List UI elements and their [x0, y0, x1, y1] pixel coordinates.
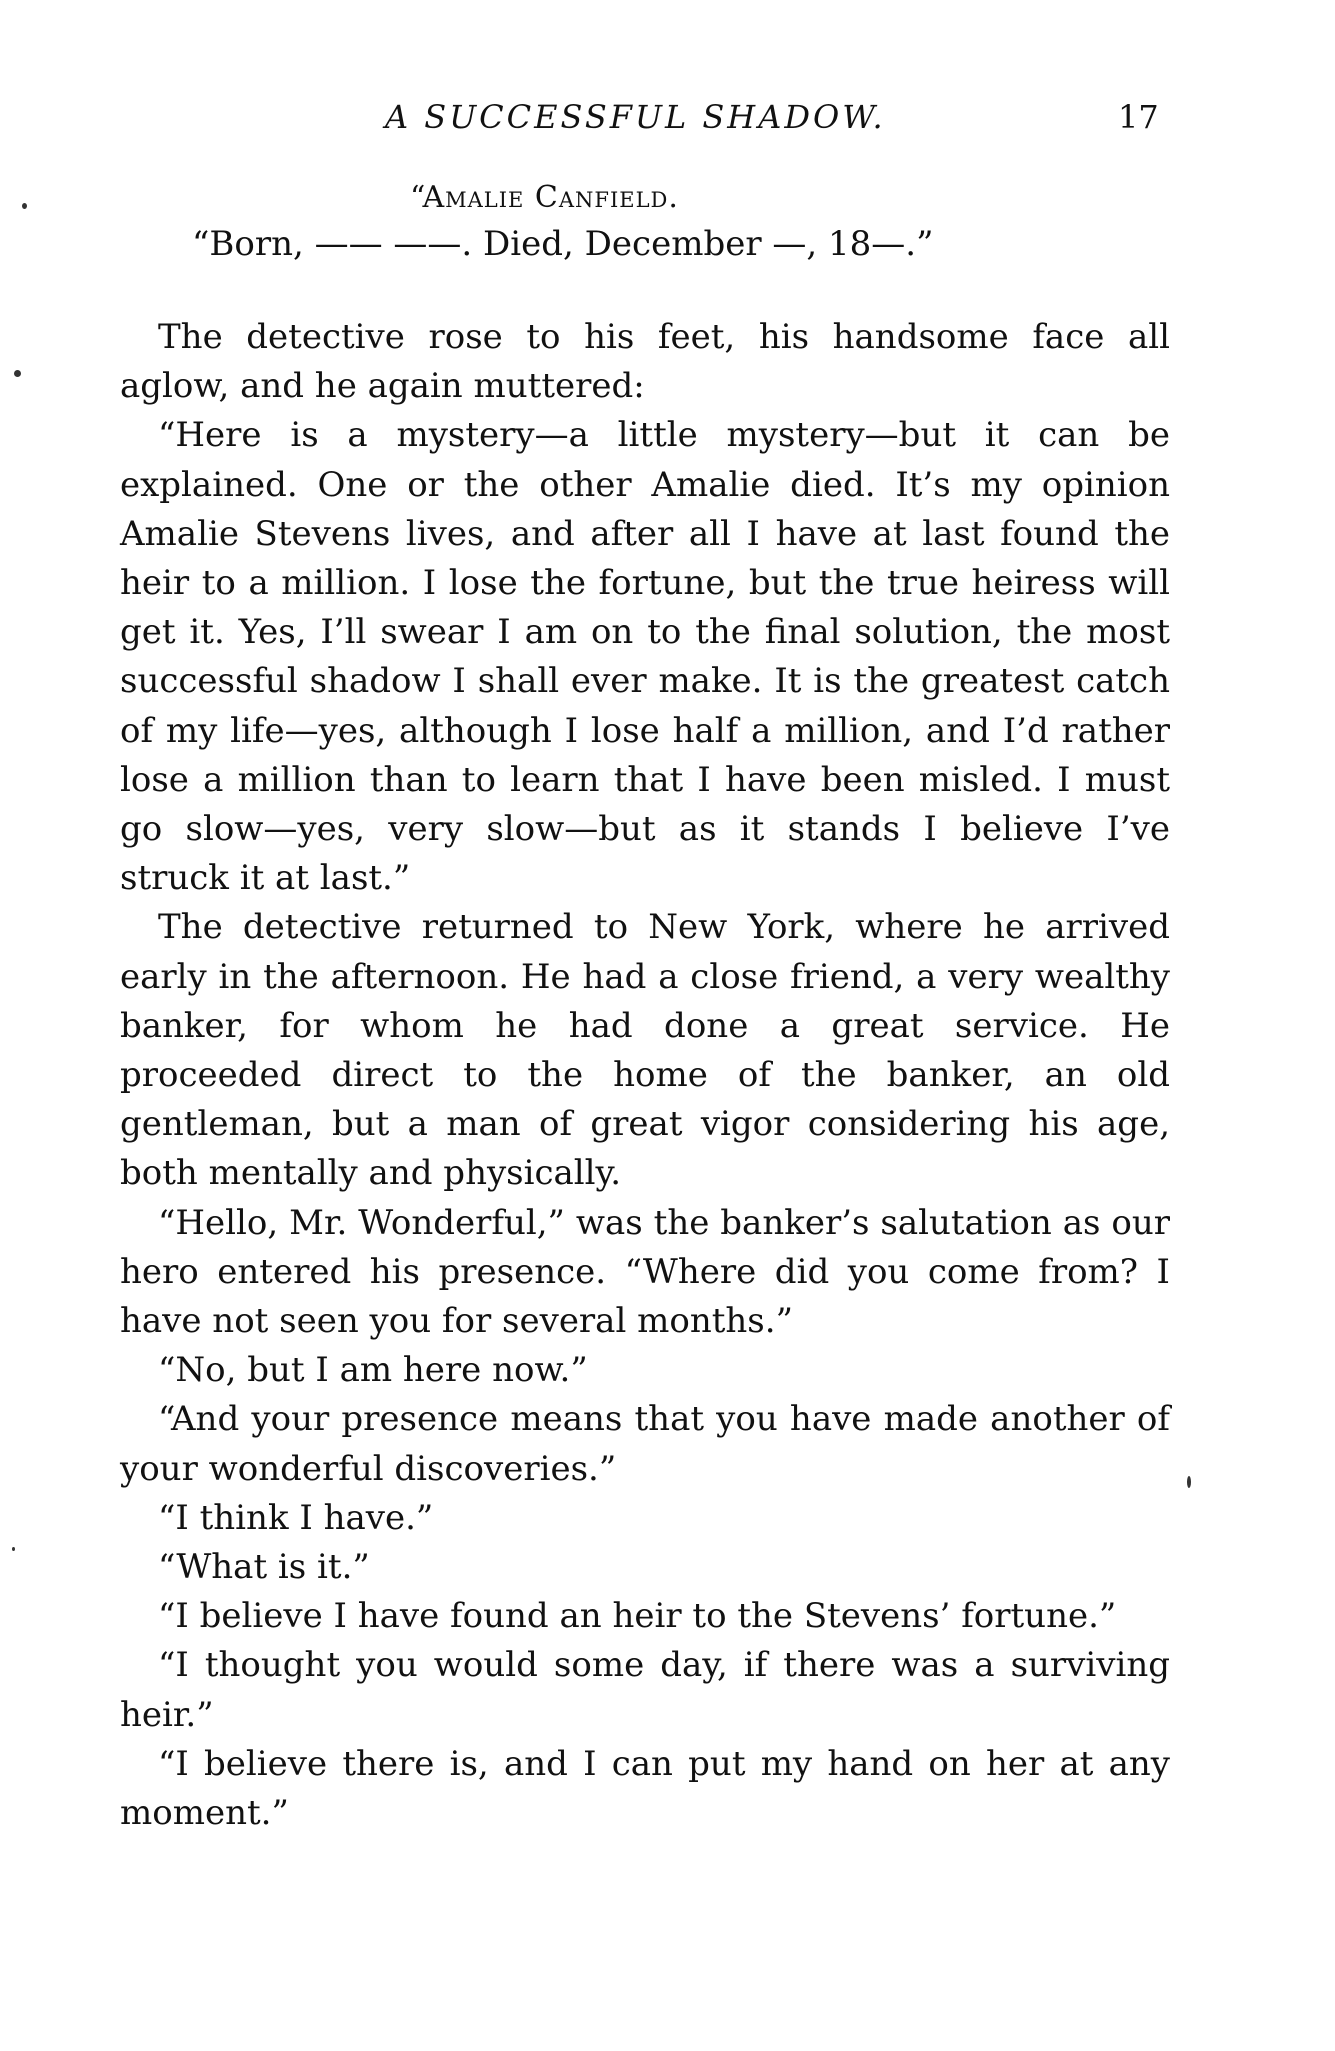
- epitaph-dates: “Born, —— ——. Died, December —, 18—.”: [192, 224, 934, 264]
- paragraph: The detective rose to his feet, his handsome face all aglow, and he again muttered:: [120, 317, 1170, 407]
- paragraph: The detective returned to New York, where he arrived early in the afternoon. He had a close friend, a very wealthy banker, for whom he had done a great service. He proceeded direct to the home of the banker, an old gentleman, but a man of great vigor considering his age, both mentally and physically.: [120, 907, 1170, 1194]
- body-text: [120, 313, 1170, 1838]
- paragraph: “And your presence means that you have made another of your wonderful discoveries.”: [120, 1399, 1170, 1489]
- scan-speck: [22, 203, 27, 209]
- paragraph: “I believe I have found an heir to the Stevens’ fortune.”: [158, 1596, 1117, 1637]
- paragraph: “What is it.”: [158, 1547, 370, 1588]
- running-head-title: A SUCCESSFUL SHADOW.: [385, 98, 886, 136]
- scan-speck: [1187, 1476, 1191, 1488]
- scan-speck: [12, 1547, 15, 1551]
- paragraph: “I believe there is, and I can put my hand on her at any moment.”: [120, 1743, 1170, 1834]
- paragraph: “Here is a mystery—a little mystery—but it can be explained. One or the other Amalie died. It’s my opinion Amalie Stevens lives, and after all I have at last found the heir to a million. I lose the fortune, but the true heiress will get it. Yes, I’ll swear I am on to the final solution, the most successful shadow I shall ever make. It is the greatest catch of my life—yes, although I lose half a million, and I’d rather lose a million than to learn that I have been misled. I must go slow—yes, very slow—but as it stands I believe I’ve struck it at last.”: [120, 415, 1170, 899]
- epitaph-name: “Amalie Canfield.: [410, 180, 679, 215]
- page-number: 17: [1118, 98, 1159, 136]
- paragraph: “I thought you would some day, if there was a surviving heir.”: [120, 1645, 1170, 1735]
- scan-speck: [14, 370, 21, 377]
- paragraph: “No, but I am here now.”: [158, 1350, 588, 1391]
- paragraph: “Hello, Mr. Wonderful,” was the banker’s salutation as our hero entered his presence. “Where did you come from? I have not seen you for several months.”: [120, 1202, 1170, 1342]
- paragraph: “I think I have.”: [158, 1497, 434, 1538]
